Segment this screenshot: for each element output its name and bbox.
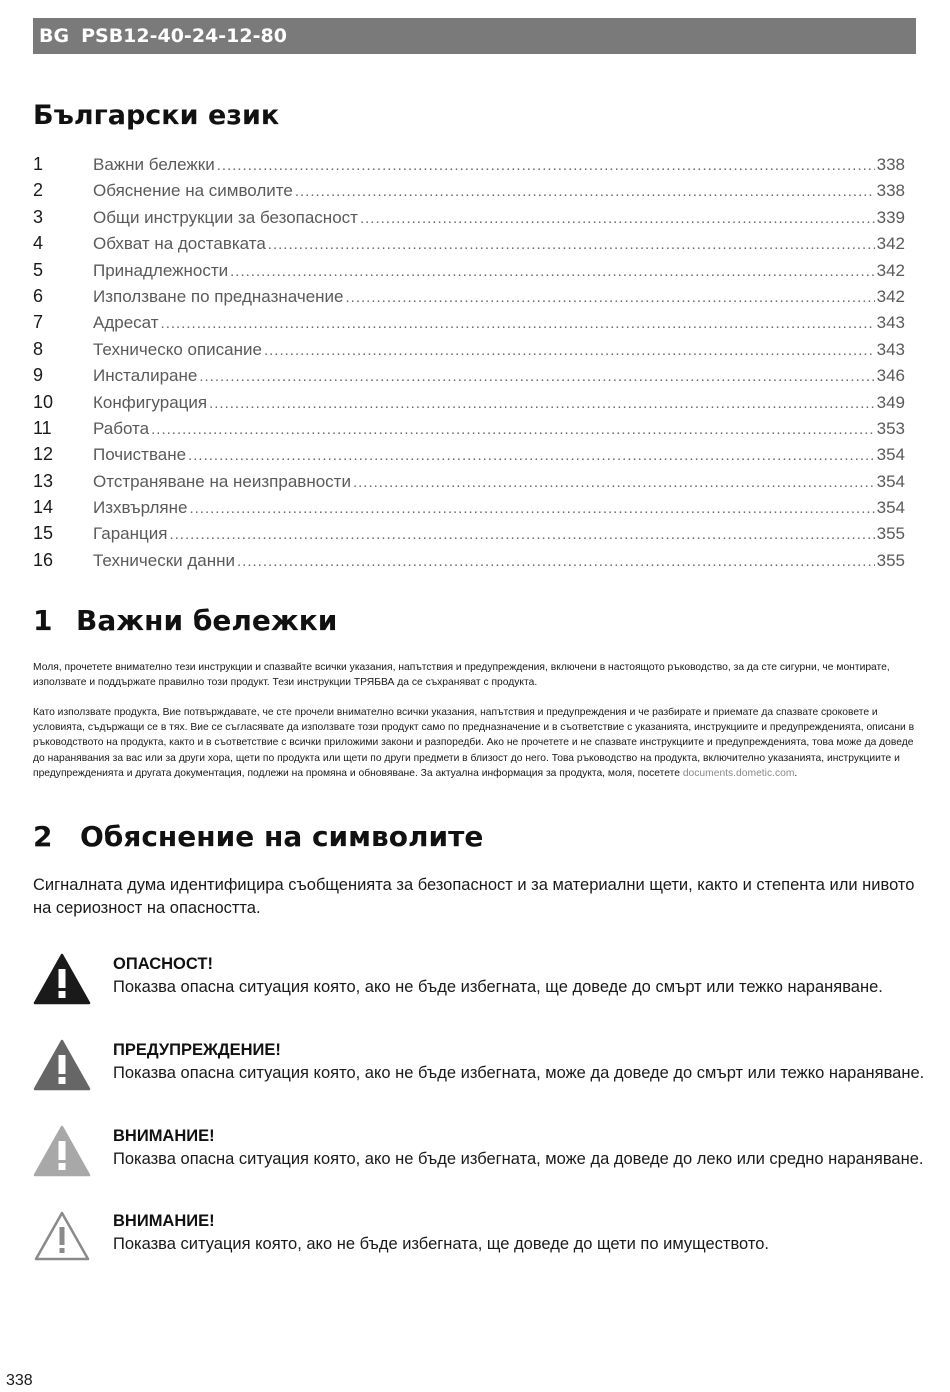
toc-number: 16 bbox=[33, 549, 54, 570]
warning-triangle-icon bbox=[33, 1039, 91, 1091]
exclamation-bar bbox=[59, 1141, 66, 1160]
toc-page: 355 bbox=[876, 524, 905, 544]
toc-entry[interactable] bbox=[33, 471, 905, 497]
toc-leader bbox=[169, 526, 874, 543]
toc-leader bbox=[161, 315, 875, 332]
document-title: Български език bbox=[33, 100, 280, 131]
language-code: BG bbox=[39, 25, 70, 47]
toc-number: 12 bbox=[33, 444, 54, 465]
toc-number: 5 bbox=[33, 259, 44, 280]
toc-leader bbox=[188, 447, 875, 464]
toc-label: Конфигурация bbox=[93, 392, 208, 412]
toc-label: Важни бележки bbox=[93, 155, 215, 174]
signal-word: ВНИМАНИЕ! bbox=[113, 1127, 215, 1145]
toc-leader bbox=[345, 289, 874, 306]
toc-page: 342 bbox=[876, 260, 905, 280]
toc-number: 8 bbox=[33, 338, 44, 359]
toc-entry[interactable] bbox=[33, 550, 905, 576]
toc-page: 343 bbox=[876, 339, 905, 359]
important-notes-paragraph-2 bbox=[33, 705, 918, 781]
exclamation-bar bbox=[59, 969, 66, 988]
section-2-heading bbox=[33, 820, 483, 853]
exclamation-dot bbox=[59, 991, 66, 998]
toc-label: Принадлежности bbox=[93, 260, 229, 280]
toc-page: 349 bbox=[876, 392, 905, 412]
section-number: 1 bbox=[33, 604, 53, 637]
paragraph-end: . bbox=[794, 767, 798, 779]
toc-leader bbox=[151, 421, 875, 438]
toc-entry[interactable] bbox=[33, 418, 905, 444]
toc-label: Отстраняване на неизправности bbox=[93, 471, 351, 491]
exclamation-bar bbox=[60, 1227, 65, 1245]
toc-leader bbox=[264, 342, 875, 359]
toc-leader bbox=[360, 210, 875, 227]
toc-page: 338 bbox=[876, 181, 905, 201]
toc-label: Технически данни bbox=[93, 550, 236, 570]
toc-page: 339 bbox=[876, 207, 905, 227]
exclamation-dot bbox=[60, 1248, 65, 1253]
toc-number: 11 bbox=[33, 417, 52, 438]
toc-label: Обхват на доставката bbox=[93, 234, 266, 254]
toc-entry[interactable] bbox=[33, 392, 905, 418]
toc-number: 10 bbox=[33, 391, 54, 412]
toc-page: 353 bbox=[876, 418, 905, 438]
toc-page: 342 bbox=[876, 234, 905, 254]
danger-warning-triangle-icon bbox=[33, 953, 91, 1005]
toc-entry[interactable] bbox=[33, 233, 905, 259]
toc-entry[interactable] bbox=[33, 523, 905, 549]
toc-leader bbox=[217, 157, 875, 174]
page-number: 338 bbox=[6, 1372, 33, 1389]
signal-description: Показва опасна ситуация която, ако не бъде избегната, може да доведе до смърт или тежко нараняване. bbox=[113, 1064, 925, 1082]
section-number: 2 bbox=[33, 820, 53, 853]
toc-number: 2 bbox=[33, 180, 44, 201]
paragraph-text: Като използвате продукта, Вие потвърждавате, че сте прочели внимателно всички указания, напътствия и предупреждения и че разбирате и приемате да спазвате сроковете и условията, съдържащи се в тях. Вие се съгласявате да използвате този продукт само по предназначение и в съответствие с указанията, инструкциите и предупрежденията, описани в ръководството на продукта, както и в съответствие с всички приложими закони и разпоредби. Ако не прочетете и не спазвате инструкциите и предупрежденията, това може да доведе до наранявания за вас или за други хора, щети по продукта или щети по други предмети в близост до него. Това ръководство на продукта, включително указанията, инструкциите и предупрежденията и другата документация, подлежи на промяна и обновяване. За актуална информация за продукта, моля, посетете bbox=[33, 707, 915, 779]
toc-label: Почистване bbox=[93, 445, 187, 465]
signal-description: Показва опасна ситуация която, ако не бъде избегната, ще доведе до смърт или тежко нараняване. bbox=[113, 978, 883, 996]
toc-page: 346 bbox=[876, 366, 905, 386]
exclamation-dot bbox=[59, 1077, 66, 1084]
important-notes-paragraph-1: Моля, прочетете внимателно тези инструкции и спазвайте всички указания, напътствия и предупреждения, включени в настоящото ръководство, за да сте сигурни, че монтирате, използвате и поддържате правилно този продукт. Тези инструкции ТРЯБВА да се съхраняват с продукта. bbox=[33, 662, 890, 689]
toc-entry[interactable] bbox=[33, 365, 905, 391]
header-bar bbox=[33, 18, 916, 54]
signal-word-intro: Сигналната дума идентифицира съобщенията за безопасност и за материални щети, както и степента или нивото на сериозност на опасността. bbox=[33, 876, 915, 917]
exclamation-bar bbox=[59, 1055, 66, 1074]
toc-page: 354 bbox=[876, 498, 905, 518]
toc-leader bbox=[268, 236, 875, 253]
toc-number: 9 bbox=[33, 365, 44, 386]
toc-entry[interactable] bbox=[33, 286, 905, 312]
toc-number: 13 bbox=[33, 470, 54, 491]
toc-leader bbox=[230, 263, 875, 280]
toc-leader bbox=[237, 553, 875, 570]
toc-label: Адресат bbox=[93, 313, 159, 333]
toc-entry[interactable] bbox=[33, 154, 905, 180]
section-title: Обяснение на символите bbox=[80, 820, 484, 853]
toc-number: 7 bbox=[33, 312, 44, 333]
toc-number: 4 bbox=[33, 233, 44, 254]
toc-leader bbox=[353, 474, 875, 491]
signal-word: ОПАСНОСТ! bbox=[113, 955, 213, 973]
model-number: PSB12-40-24-12-80 bbox=[81, 25, 287, 47]
toc-number: 3 bbox=[33, 206, 44, 227]
toc-leader bbox=[209, 395, 875, 412]
notice-triangle-icon bbox=[33, 1210, 91, 1262]
toc-leader bbox=[295, 183, 875, 200]
toc-leader bbox=[199, 368, 874, 385]
signal-word: ВНИМАНИЕ! bbox=[113, 1212, 215, 1230]
section-1-heading bbox=[33, 604, 337, 637]
toc-label: Гаранция bbox=[93, 524, 168, 544]
signal-word: ПРЕДУПРЕЖДЕНИЕ! bbox=[113, 1041, 281, 1059]
toc-entry[interactable] bbox=[33, 207, 905, 233]
exclamation-dot bbox=[59, 1163, 66, 1170]
toc-entry[interactable] bbox=[33, 339, 905, 365]
documents-link[interactable]: documents.dometic.com bbox=[682, 767, 795, 779]
toc-page: 355 bbox=[876, 550, 905, 570]
table-of-contents bbox=[33, 154, 905, 576]
toc-page: 342 bbox=[876, 286, 905, 306]
toc-leader bbox=[189, 500, 874, 517]
toc-entry[interactable] bbox=[33, 260, 905, 286]
toc-label: Инсталиране bbox=[93, 366, 198, 386]
toc-label: Използване по предназначение bbox=[93, 286, 344, 306]
section-title: Важни бележки bbox=[76, 604, 338, 637]
toc-page: 354 bbox=[876, 471, 905, 491]
toc-entry[interactable] bbox=[33, 497, 905, 523]
toc-entry[interactable] bbox=[33, 180, 905, 206]
toc-number: 15 bbox=[33, 523, 54, 544]
toc-number: 14 bbox=[33, 497, 54, 518]
toc-page: 343 bbox=[876, 313, 905, 333]
toc-entry[interactable] bbox=[33, 444, 905, 470]
signal-description: Показва ситуация която, ако не бъде избегната, ще доведе до щети по имуществото. bbox=[113, 1235, 769, 1253]
toc-number: 6 bbox=[33, 285, 44, 306]
toc-page: 354 bbox=[876, 445, 905, 465]
toc-entry[interactable] bbox=[33, 312, 905, 338]
toc-label: Общи инструкции за безопасност bbox=[93, 207, 358, 227]
toc-label: Изхвърляне bbox=[93, 498, 188, 518]
toc-label: Работа bbox=[93, 418, 150, 438]
toc-page: 338 bbox=[876, 155, 905, 174]
toc-label: Обяснение на символите bbox=[93, 181, 293, 201]
toc-label: Техническо описание bbox=[93, 339, 262, 359]
toc-number: 1 bbox=[33, 154, 44, 174]
signal-description: Показва опасна ситуация която, ако не бъде избегната, може да доведе до леко или средно нараняване. bbox=[113, 1150, 924, 1168]
caution-triangle-icon bbox=[33, 1125, 91, 1177]
